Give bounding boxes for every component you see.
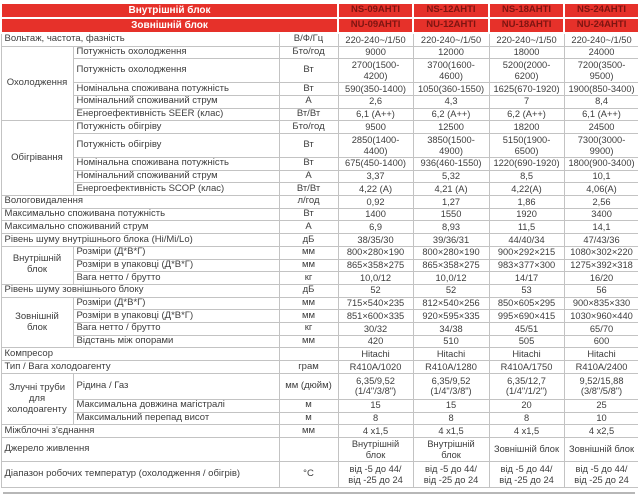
section-label: Зовнішній блок	[1, 297, 73, 348]
spec-row	[1, 425, 638, 438]
value-cell: 505	[489, 335, 564, 348]
indoor-model-cell: NS-24AHTI	[564, 3, 638, 18]
value-cell: 38/35/30	[338, 234, 413, 247]
value-cell: Внутрішній блок	[338, 438, 413, 462]
value-cell: 6,2 (A++)	[413, 108, 489, 121]
value-cell: 220-240~/1/50	[489, 33, 564, 46]
bottom-divider	[3, 492, 635, 494]
value-cell: 10,0/12	[413, 272, 489, 285]
value-cell: R410A/2400	[564, 361, 638, 374]
row-label: Рідина / Газ	[73, 373, 279, 399]
row-label: Вага нетто / брутто	[73, 272, 279, 285]
value-cell: 1275×392×318	[564, 259, 638, 272]
value-cell: 4 х1,5	[338, 425, 413, 438]
spec-row	[1, 323, 638, 336]
value-cell: 25	[564, 399, 638, 412]
row-label: Номінальний споживаний струм	[73, 95, 279, 108]
value-cell: 65/70	[564, 323, 638, 336]
spec-row	[1, 399, 638, 412]
value-cell: 865×358×275	[338, 259, 413, 272]
value-cell: 510	[413, 335, 489, 348]
spec-row	[1, 170, 638, 183]
indoor-model-cell: NS-12AHTI	[413, 3, 489, 18]
row-label: Розміри в упаковці (Д*В*Г)	[73, 259, 279, 272]
value-cell: 14/17	[489, 272, 564, 285]
unit-cell: Вт	[279, 157, 338, 170]
spec-row	[1, 297, 638, 310]
value-cell: 220-240~/1/50	[564, 33, 638, 46]
value-cell: 5150(1900-6500)	[489, 134, 564, 158]
value-cell: 7200(3500-9500)	[564, 59, 638, 83]
outdoor-model-cell: NU-12AHTI	[413, 18, 489, 33]
row-label: Енергоефективність SEER (клас)	[73, 108, 279, 121]
outdoor-model-cell: NU-18AHTI	[489, 18, 564, 33]
outdoor-header-row	[1, 18, 638, 33]
value-cell: 900×835×330	[564, 297, 638, 310]
value-cell: 6,35/12,7 (1/4"/1/2")	[489, 373, 564, 399]
unit-cell: Вт	[279, 59, 338, 83]
section-label: Внутрішній блок	[1, 246, 73, 284]
value-cell: 9,52/15,88 (3/8"/5/8")	[564, 373, 638, 399]
value-cell: 6,9	[338, 221, 413, 234]
value-cell: 44/40/34	[489, 234, 564, 247]
row-label: Джерело живлення	[1, 438, 279, 462]
value-cell: 936(460-1550)	[413, 157, 489, 170]
spec-row	[1, 259, 638, 272]
value-cell: 600	[564, 335, 638, 348]
spec-row	[1, 108, 638, 121]
indoor-model-cell: NS-18AHTI	[489, 3, 564, 18]
value-cell: 6,35/9,52 (1/4"/3/8")	[413, 373, 489, 399]
value-cell: 24500	[564, 121, 638, 134]
value-cell: 45/51	[489, 323, 564, 336]
value-cell: 0,92	[338, 196, 413, 209]
value-cell: 4 х1,5	[489, 425, 564, 438]
value-cell: 8,5	[489, 170, 564, 183]
value-cell: 800×280×190	[338, 246, 413, 259]
unit-cell: Вт	[279, 83, 338, 96]
spec-row	[1, 134, 638, 158]
value-cell: Зовнішній блок	[564, 438, 638, 462]
value-cell: 3,37	[338, 170, 413, 183]
spec-row	[1, 310, 638, 323]
value-cell: 9500	[338, 121, 413, 134]
unit-cell: кг	[279, 272, 338, 285]
value-cell: 15	[413, 399, 489, 412]
value-cell: від -5 до 44/ від -25 до 24	[338, 462, 413, 488]
unit-cell: мм	[279, 335, 338, 348]
unit-cell: мм (дюйм)	[279, 373, 338, 399]
value-cell: 1550	[413, 208, 489, 221]
value-cell: 1920	[489, 208, 564, 221]
value-cell: 7	[489, 95, 564, 108]
spec-row	[1, 121, 638, 134]
spec-row	[1, 208, 638, 221]
unit-cell: мм	[279, 310, 338, 323]
spec-table	[0, 2, 638, 488]
row-label: Максимально споживаний струм	[1, 221, 279, 234]
row-label: Номінальна споживана потужність	[73, 157, 279, 170]
value-cell: 851×600×335	[338, 310, 413, 323]
unit-cell: Бто/год	[279, 121, 338, 134]
value-cell: R410A/1750	[489, 361, 564, 374]
unit-cell: Вт/Вт	[279, 108, 338, 121]
value-cell: 5200(2000-6200)	[489, 59, 564, 83]
unit-cell: дБ	[279, 234, 338, 247]
row-label: Номінальний споживаний струм	[73, 170, 279, 183]
unit-cell	[279, 438, 338, 462]
value-cell: 995×690×415	[489, 310, 564, 323]
row-label: Відстань між опорами	[73, 335, 279, 348]
spec-row	[1, 46, 638, 59]
value-cell: 10	[564, 412, 638, 425]
value-cell: 1030×960×440	[564, 310, 638, 323]
value-cell: 800×280×190	[413, 246, 489, 259]
value-cell: 1,86	[489, 196, 564, 209]
value-cell: 420	[338, 335, 413, 348]
row-label: Енергоефективність SCOP (клас)	[73, 183, 279, 196]
value-cell: 1,27	[413, 196, 489, 209]
spec-row	[1, 335, 638, 348]
value-cell: Hitachi	[413, 348, 489, 361]
value-cell: 52	[413, 284, 489, 297]
spec-row	[1, 348, 638, 361]
value-cell: Зовнішній блок	[489, 438, 564, 462]
value-cell: R410A/1020	[338, 361, 413, 374]
outdoor-model-cell: NU-09AHTI	[338, 18, 413, 33]
section-label: Обігрівання	[1, 121, 73, 196]
value-cell: 2,6	[338, 95, 413, 108]
spec-row	[1, 234, 638, 247]
value-cell: 9000	[338, 46, 413, 59]
spec-row	[1, 83, 638, 96]
value-cell: від -5 до 44/ від -25 до 24	[413, 462, 489, 488]
spec-row	[1, 221, 638, 234]
value-cell: 675(450-1400)	[338, 157, 413, 170]
value-cell: 10,1	[564, 170, 638, 183]
value-cell: 12000	[413, 46, 489, 59]
value-cell: 8,4	[564, 95, 638, 108]
unit-cell: А	[279, 170, 338, 183]
value-cell: Hitachi	[338, 348, 413, 361]
indoor-unit-header-label: Внутрішній блок	[1, 3, 338, 18]
value-cell: 1220(690-1920)	[489, 157, 564, 170]
value-cell: 6,35/9,52 (1/4"/3/8")	[338, 373, 413, 399]
value-cell: Hitachi	[564, 348, 638, 361]
value-cell: 850×605×295	[489, 297, 564, 310]
value-cell: 4,22(A)	[489, 183, 564, 196]
value-cell: Внутрішній блок	[413, 438, 489, 462]
unit-cell: л/год	[279, 196, 338, 209]
value-cell: 983×377×300	[489, 259, 564, 272]
spec-row	[1, 95, 638, 108]
row-label: Розміри (Д*В*Г)	[73, 297, 279, 310]
unit-cell	[279, 348, 338, 361]
value-cell: 220-240~/1/50	[338, 33, 413, 46]
value-cell: 3400	[564, 208, 638, 221]
row-label: Тип / Вага холодоагенту	[1, 361, 279, 374]
spec-row	[1, 246, 638, 259]
section-label: Злучні труби для холодоагенту	[1, 373, 73, 424]
unit-cell: дБ	[279, 284, 338, 297]
value-cell: 3700(1600-4600)	[413, 59, 489, 83]
value-cell: R410A/1280	[413, 361, 489, 374]
value-cell: 24000	[564, 46, 638, 59]
value-cell: 1400	[338, 208, 413, 221]
value-cell: від -5 до 44/ від -25 до 24	[564, 462, 638, 488]
value-cell: 53	[489, 284, 564, 297]
spec-row	[1, 412, 638, 425]
value-cell: 6,2 (A++)	[489, 108, 564, 121]
row-label: Потужність охолодження	[73, 46, 279, 59]
unit-cell: Вт	[279, 134, 338, 158]
unit-cell: °С	[279, 462, 338, 488]
spec-row	[1, 284, 638, 297]
unit-cell: Бто/год	[279, 46, 338, 59]
row-label: Компресор	[1, 348, 279, 361]
outdoor-unit-header-label: Зовнішній блок	[1, 18, 338, 33]
spec-row	[1, 272, 638, 285]
value-cell: 1050(360-1550)	[413, 83, 489, 96]
value-cell: 865×358×275	[413, 259, 489, 272]
value-cell: 16/20	[564, 272, 638, 285]
value-cell: 39/36/31	[413, 234, 489, 247]
row-label: Діапазон робочих температур (охолодження / обігрів)	[1, 462, 279, 488]
value-cell: 14,1	[564, 221, 638, 234]
section-label: Охолодження	[1, 46, 73, 121]
spec-row	[1, 462, 638, 488]
unit-cell: Вт	[279, 208, 338, 221]
value-cell: 2700(1500-4200)	[338, 59, 413, 83]
value-cell: 18200	[489, 121, 564, 134]
unit-cell: Вт/Вт	[279, 183, 338, 196]
value-cell: Hitachi	[489, 348, 564, 361]
row-label: Потужність обігріву	[73, 134, 279, 158]
row-label: Вольтаж, частота, фазність	[1, 33, 279, 46]
row-label: Максимальний перепад висот	[73, 412, 279, 425]
row-label: Номінальна споживана потужність	[73, 83, 279, 96]
row-label: Вага нетто / брутто	[73, 323, 279, 336]
indoor-header-row	[1, 3, 638, 18]
value-cell: 30/32	[338, 323, 413, 336]
row-label: Максимальна довжина магістралі	[73, 399, 279, 412]
value-cell: 4,22 (A)	[338, 183, 413, 196]
value-cell: 6,1 (A++)	[564, 108, 638, 121]
unit-cell: м	[279, 412, 338, 425]
unit-cell: мм	[279, 425, 338, 438]
value-cell: 5,32	[413, 170, 489, 183]
unit-cell: кг	[279, 323, 338, 336]
unit-cell: мм	[279, 297, 338, 310]
value-cell: 52	[338, 284, 413, 297]
value-cell: 4 х2,5	[564, 425, 638, 438]
unit-cell: В/Ф/Гц	[279, 33, 338, 46]
row-label: Розміри (Д*В*Г)	[73, 246, 279, 259]
value-cell: 920×595×335	[413, 310, 489, 323]
value-cell: 15	[338, 399, 413, 412]
value-cell: 4,3	[413, 95, 489, 108]
value-cell: 20	[489, 399, 564, 412]
value-cell: 18000	[489, 46, 564, 59]
value-cell: 715×540×235	[338, 297, 413, 310]
value-cell: 11,5	[489, 221, 564, 234]
row-label: Розміри в упаковці (Д*В*Г)	[73, 310, 279, 323]
value-cell: 4 х1,5	[413, 425, 489, 438]
row-label: Максимально споживана потужність	[1, 208, 279, 221]
spec-row	[1, 59, 638, 83]
spec-row	[1, 33, 638, 46]
value-cell: 6,1 (A++)	[338, 108, 413, 121]
indoor-model-cell: NS-09AHTI	[338, 3, 413, 18]
value-cell: 4,06(A)	[564, 183, 638, 196]
spec-row	[1, 438, 638, 462]
spec-row	[1, 196, 638, 209]
value-cell: 2850(1400-4400)	[338, 134, 413, 158]
row-label: Потужність охолодження	[73, 59, 279, 83]
unit-cell: А	[279, 95, 338, 108]
value-cell: 1080×302×220	[564, 246, 638, 259]
row-label: Рівень шуму зовнішнього блоку	[1, 284, 279, 297]
spec-row	[1, 183, 638, 196]
value-cell: 34/38	[413, 323, 489, 336]
value-cell: 2,56	[564, 196, 638, 209]
value-cell: 8	[413, 412, 489, 425]
spec-row	[1, 157, 638, 170]
value-cell: 812×540×256	[413, 297, 489, 310]
value-cell: 56	[564, 284, 638, 297]
spec-row	[1, 361, 638, 374]
value-cell: 1900(850-3400)	[564, 83, 638, 96]
spec-row	[1, 373, 638, 399]
unit-cell: грам	[279, 361, 338, 374]
spec-table-body	[1, 3, 638, 488]
row-label: Вологовидалення	[1, 196, 279, 209]
value-cell: 220-240~/1/50	[413, 33, 489, 46]
value-cell: 900×292×215	[489, 246, 564, 259]
value-cell: 47/43/36	[564, 234, 638, 247]
unit-cell: мм	[279, 259, 338, 272]
value-cell: 3850(1500-4900)	[413, 134, 489, 158]
value-cell: 590(350-1400)	[338, 83, 413, 96]
outdoor-model-cell: NU-24AHTI	[564, 18, 638, 33]
value-cell: від -5 до 44/ від -25 до 24	[489, 462, 564, 488]
value-cell: 8	[338, 412, 413, 425]
value-cell: 1800(900-3400)	[564, 157, 638, 170]
value-cell: 8	[489, 412, 564, 425]
row-label: Міжблочні з'єднання	[1, 425, 279, 438]
unit-cell: А	[279, 221, 338, 234]
unit-cell: м	[279, 399, 338, 412]
value-cell: 1625(670-1920)	[489, 83, 564, 96]
value-cell: 12500	[413, 121, 489, 134]
unit-cell: мм	[279, 246, 338, 259]
value-cell: 8,93	[413, 221, 489, 234]
row-label: Потужність обігріву	[73, 121, 279, 134]
value-cell: 10,0/12	[338, 272, 413, 285]
value-cell: 4,21 (A)	[413, 183, 489, 196]
value-cell: 7300(3000-9900)	[564, 134, 638, 158]
row-label: Рівень шуму внутрішнього блока (Hi/Mi/Lo)	[1, 234, 279, 247]
